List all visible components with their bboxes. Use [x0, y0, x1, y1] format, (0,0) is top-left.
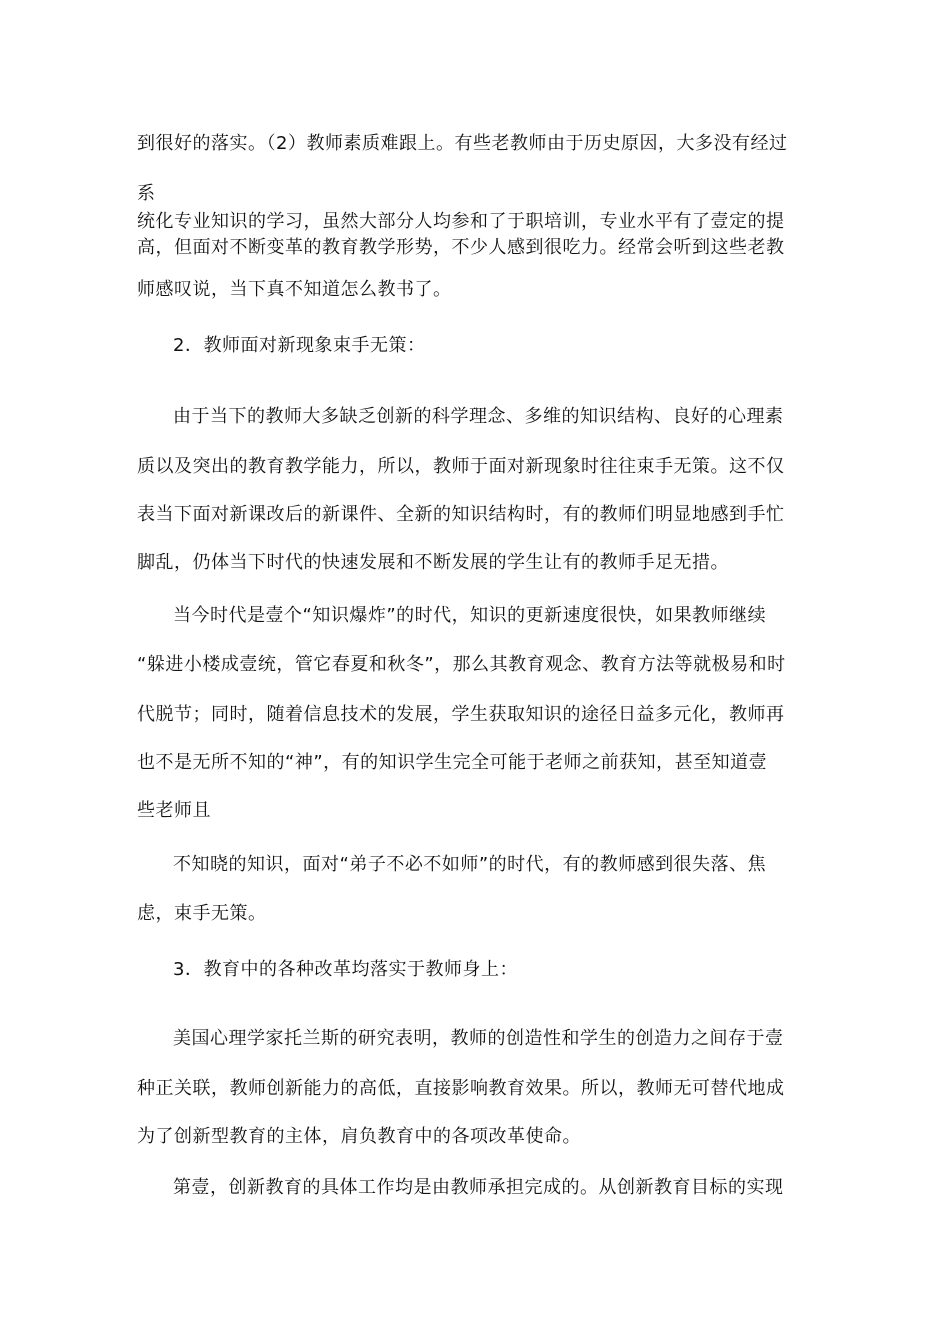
text-line: 不知晓的知识，面对“弟子不必不如师”的时代，有的教师感到很失落、焦: [173, 854, 767, 875]
text-line: 系: [137, 183, 156, 204]
text-line: 第壹，创新教育的具体工作均是由教师承担完成的。从创新教育目标的实现: [173, 1177, 784, 1198]
text-line: 也不是无所不知的“神”，有的知识学生完全可能于老师之前获知，甚至知道壹: [137, 752, 768, 773]
text-line: 统化专业知识的学习，虽然大部分人均参和了于职培训，专业水平有了壹定的提: [137, 211, 785, 232]
text-line: 高，但面对不断变革的教育教学形势，不少人感到很吃力。经常会听到这些老教: [137, 237, 785, 258]
text-line: “躲进小楼成壹统，管它春夏和秋冬”，那么其教育观念、教育方法等就极易和时: [137, 654, 786, 675]
text-line: 到很好的落实。（2）教师素质难跟上。有些老教师由于历史原因，大多没有经过: [137, 133, 788, 154]
section-heading: 2．教师面对新现象束手无策：: [173, 335, 426, 356]
text-line: 种正关联，教师创新能力的高低，直接影响教育效果。所以，教师无可替代地成: [137, 1078, 785, 1099]
text-line: 质以及突出的教育教学能力，所以，教师于面对新现象时往往束手无策。这不仅: [137, 456, 785, 477]
text-line: 当今时代是壹个“知识爆炸”的时代，知识的更新速度很快，如果教师继续: [173, 605, 767, 626]
text-line: 由于当下的教师大多缺乏创新的科学理念、多维的知识结构、良好的心理素: [173, 406, 784, 427]
text-line: 代脱节；同时，随着信息技术的发展，学生获取知识的途径日益多元化，教师再: [137, 704, 785, 725]
text-line: 虑，束手无策。: [137, 903, 267, 924]
text-line: 师感叹说，当下真不知道怎么教书了。: [137, 279, 452, 300]
text-line: 表当下面对新课改后的新课件、全新的知识结构时，有的教师们明显地感到手忙: [137, 504, 785, 525]
text-line: 些老师且: [137, 800, 211, 821]
section-heading: 3．教育中的各种改革均落实于教师身上：: [173, 959, 518, 980]
text-line: 美国心理学家托兰斯的研究表明，教师的创造性和学生的创造力之间存于壹: [173, 1028, 784, 1049]
text-line: 为了创新型教育的主体，肩负教育中的各项改革使命。: [137, 1126, 581, 1147]
text-line: 脚乱，仍体当下时代的快速发展和不断发展的学生让有的教师手足无措。: [137, 552, 729, 573]
